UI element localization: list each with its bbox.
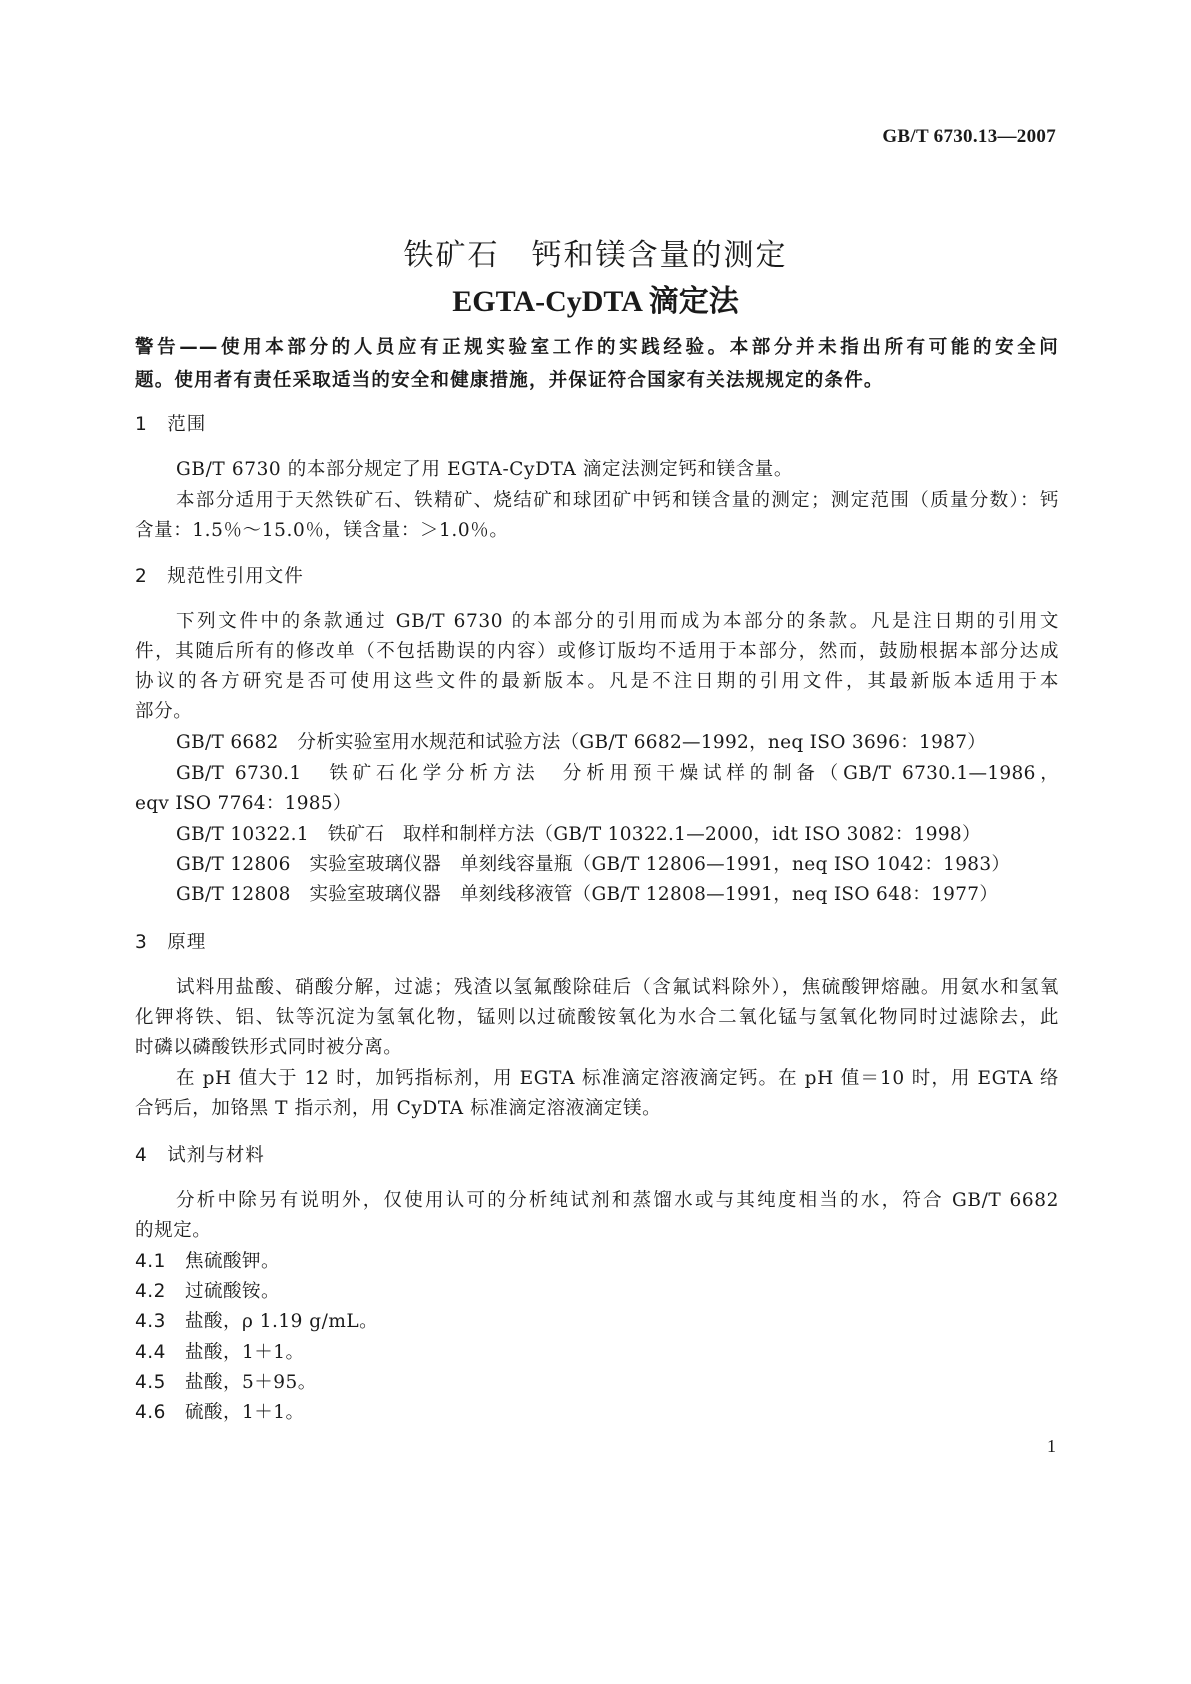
reagent-number: 4.5 (135, 1372, 166, 1393)
section-3-heading: 3 原理 (135, 932, 207, 953)
warning-line-2: 题。使用者有责任采取适当的安全和健康措施，并保证符合国家有关法规规定的条件。 (135, 370, 884, 391)
section-2-paragraph-line-3: 协议的各方研究是否可使用这些文件的最新版本。凡是不注日期的引用文件，其最新版本适用于本 (135, 671, 1059, 692)
section-1-paragraph-1: GB/T 6730 的本部分规定了用 EGTA-CyDTA 滴定法测定钙和镁含量。 (176, 459, 793, 480)
reagent-item (135, 1338, 304, 1364)
section-3-paragraph-2-line-2: 合钙后，加铬黑 T 指示剂，用 CyDTA 标准滴定溶液滴定镁。 (135, 1098, 662, 1119)
section-3-paragraph-1-line-1: 试料用盐酸、硝酸分解，过滤；残渣以氢氟酸除硅后（含氟试料除外），焦硫酸钾熔融。用氨水和氢氧 (176, 977, 1059, 998)
section-3-paragraph-1-line-2: 化钾将铁、铝、钛等沉淀为氢氧化物，锰则以过硫酸铵氧化为水合二氧化锰与氢氧化物同时过滤除去，此 (135, 1007, 1059, 1028)
section-2-heading: 2 规范性引用文件 (135, 566, 304, 587)
section-1-paragraph-2-line-2: 含量：1.5％～15.0％，镁含量：＞1.0％。 (135, 520, 509, 541)
section-4-paragraph-line-1: 分析中除另有说明外，仅使用认可的分析纯试剂和蒸馏水或与其纯度相当的水，符合 GB/T 6682 (176, 1190, 1059, 1211)
reference-item: GB/T 12808 实验室玻璃仪器 单刻线移液管（GB/T 12808—1991，neq ISO 648：1977） (176, 884, 999, 905)
document-subtitle: EGTA-CyDTA 滴定法 (452, 285, 739, 318)
reagent-text: 硫酸，1＋1。 (184, 1402, 305, 1423)
reference-item: GB/T 6682 分析实验室用水规范和试验方法（GB/T 6682—1992，neq ISO 3696：1987） (176, 732, 987, 753)
reagent-text: 焦硫酸钾。 (184, 1251, 280, 1272)
warning-line-1: 警告——使用本部分的人员应有正规实验室工作的实践经验。本部分并未指出所有可能的安全问 (135, 337, 1059, 358)
section-1-paragraph-2-line-1: 本部分适用于天然铁矿石、铁精矿、烧结矿和球团矿中钙和镁含量的测定；测定范围（质量分数）：钙 (176, 490, 1059, 511)
reagent-number: 4.6 (135, 1402, 166, 1423)
reagent-text: 过硫酸铵。 (184, 1281, 280, 1302)
reagent-text: 盐酸，ρ 1.19 g/mL。 (184, 1311, 379, 1332)
reagent-number: 4.1 (135, 1251, 166, 1272)
section-3-paragraph-2-line-1: 在 pH 值大于 12 时，加钙指标剂，用 EGTA 标准滴定溶液滴定钙。在 pH 值＝10 时，用 EGTA 络 (176, 1068, 1059, 1089)
section-3-paragraph-1-line-3: 时磷以磷酸铁形式同时被分离。 (135, 1037, 403, 1058)
reference-item: GB/T 12806 实验室玻璃仪器 单刻线容量瓶（GB/T 12806—1991，neq ISO 1042：1983） (176, 854, 1011, 875)
section-4-paragraph-line-2: 的规定。 (135, 1220, 212, 1241)
reagent-number: 4.3 (135, 1311, 166, 1332)
section-2-paragraph-line-1: 下列文件中的条款通过 GB/T 6730 的本部分的引用而成为本部分的条款。凡是注日期的引用文 (176, 611, 1059, 632)
reagent-number: 4.4 (135, 1342, 166, 1363)
page-number: 1 (1047, 1436, 1056, 1456)
reagent-text: 盐酸，5＋95。 (184, 1372, 317, 1393)
reagent-item (135, 1398, 304, 1424)
standard-number: GB/T 6730.13—2007 (882, 126, 1056, 147)
reference-item: GB/T 6730.1 铁矿石化学分析方法 分析用预干燥试样的制备（GB/T 6730.1—1986， (176, 763, 1059, 784)
reagent-item (135, 1307, 378, 1333)
reference-item: GB/T 10322.1 铁矿石 取样和制样方法（GB/T 10322.1—2000，idt ISO 3082：1998） (176, 824, 981, 845)
section-2-paragraph-line-4: 部分。 (135, 701, 193, 722)
document-title: 铁矿石 钙和镁含量的测定 (403, 238, 788, 273)
reagent-item (135, 1277, 280, 1303)
section-4-heading: 4 试剂与材料 (135, 1145, 265, 1166)
section-2-paragraph-line-2: 件，其随后所有的修改单（不包括勘误的内容）或修订版均不适用于本部分，然而，鼓励根据本部分达成 (135, 641, 1059, 662)
reagent-number: 4.2 (135, 1281, 166, 1302)
reagent-item (135, 1368, 317, 1394)
section-1-heading: 1 范围 (135, 414, 207, 435)
reference-item-continuation: eqv ISO 7764：1985） (135, 793, 352, 814)
reagent-item (135, 1247, 280, 1273)
reagent-text: 盐酸，1＋1。 (184, 1342, 305, 1363)
